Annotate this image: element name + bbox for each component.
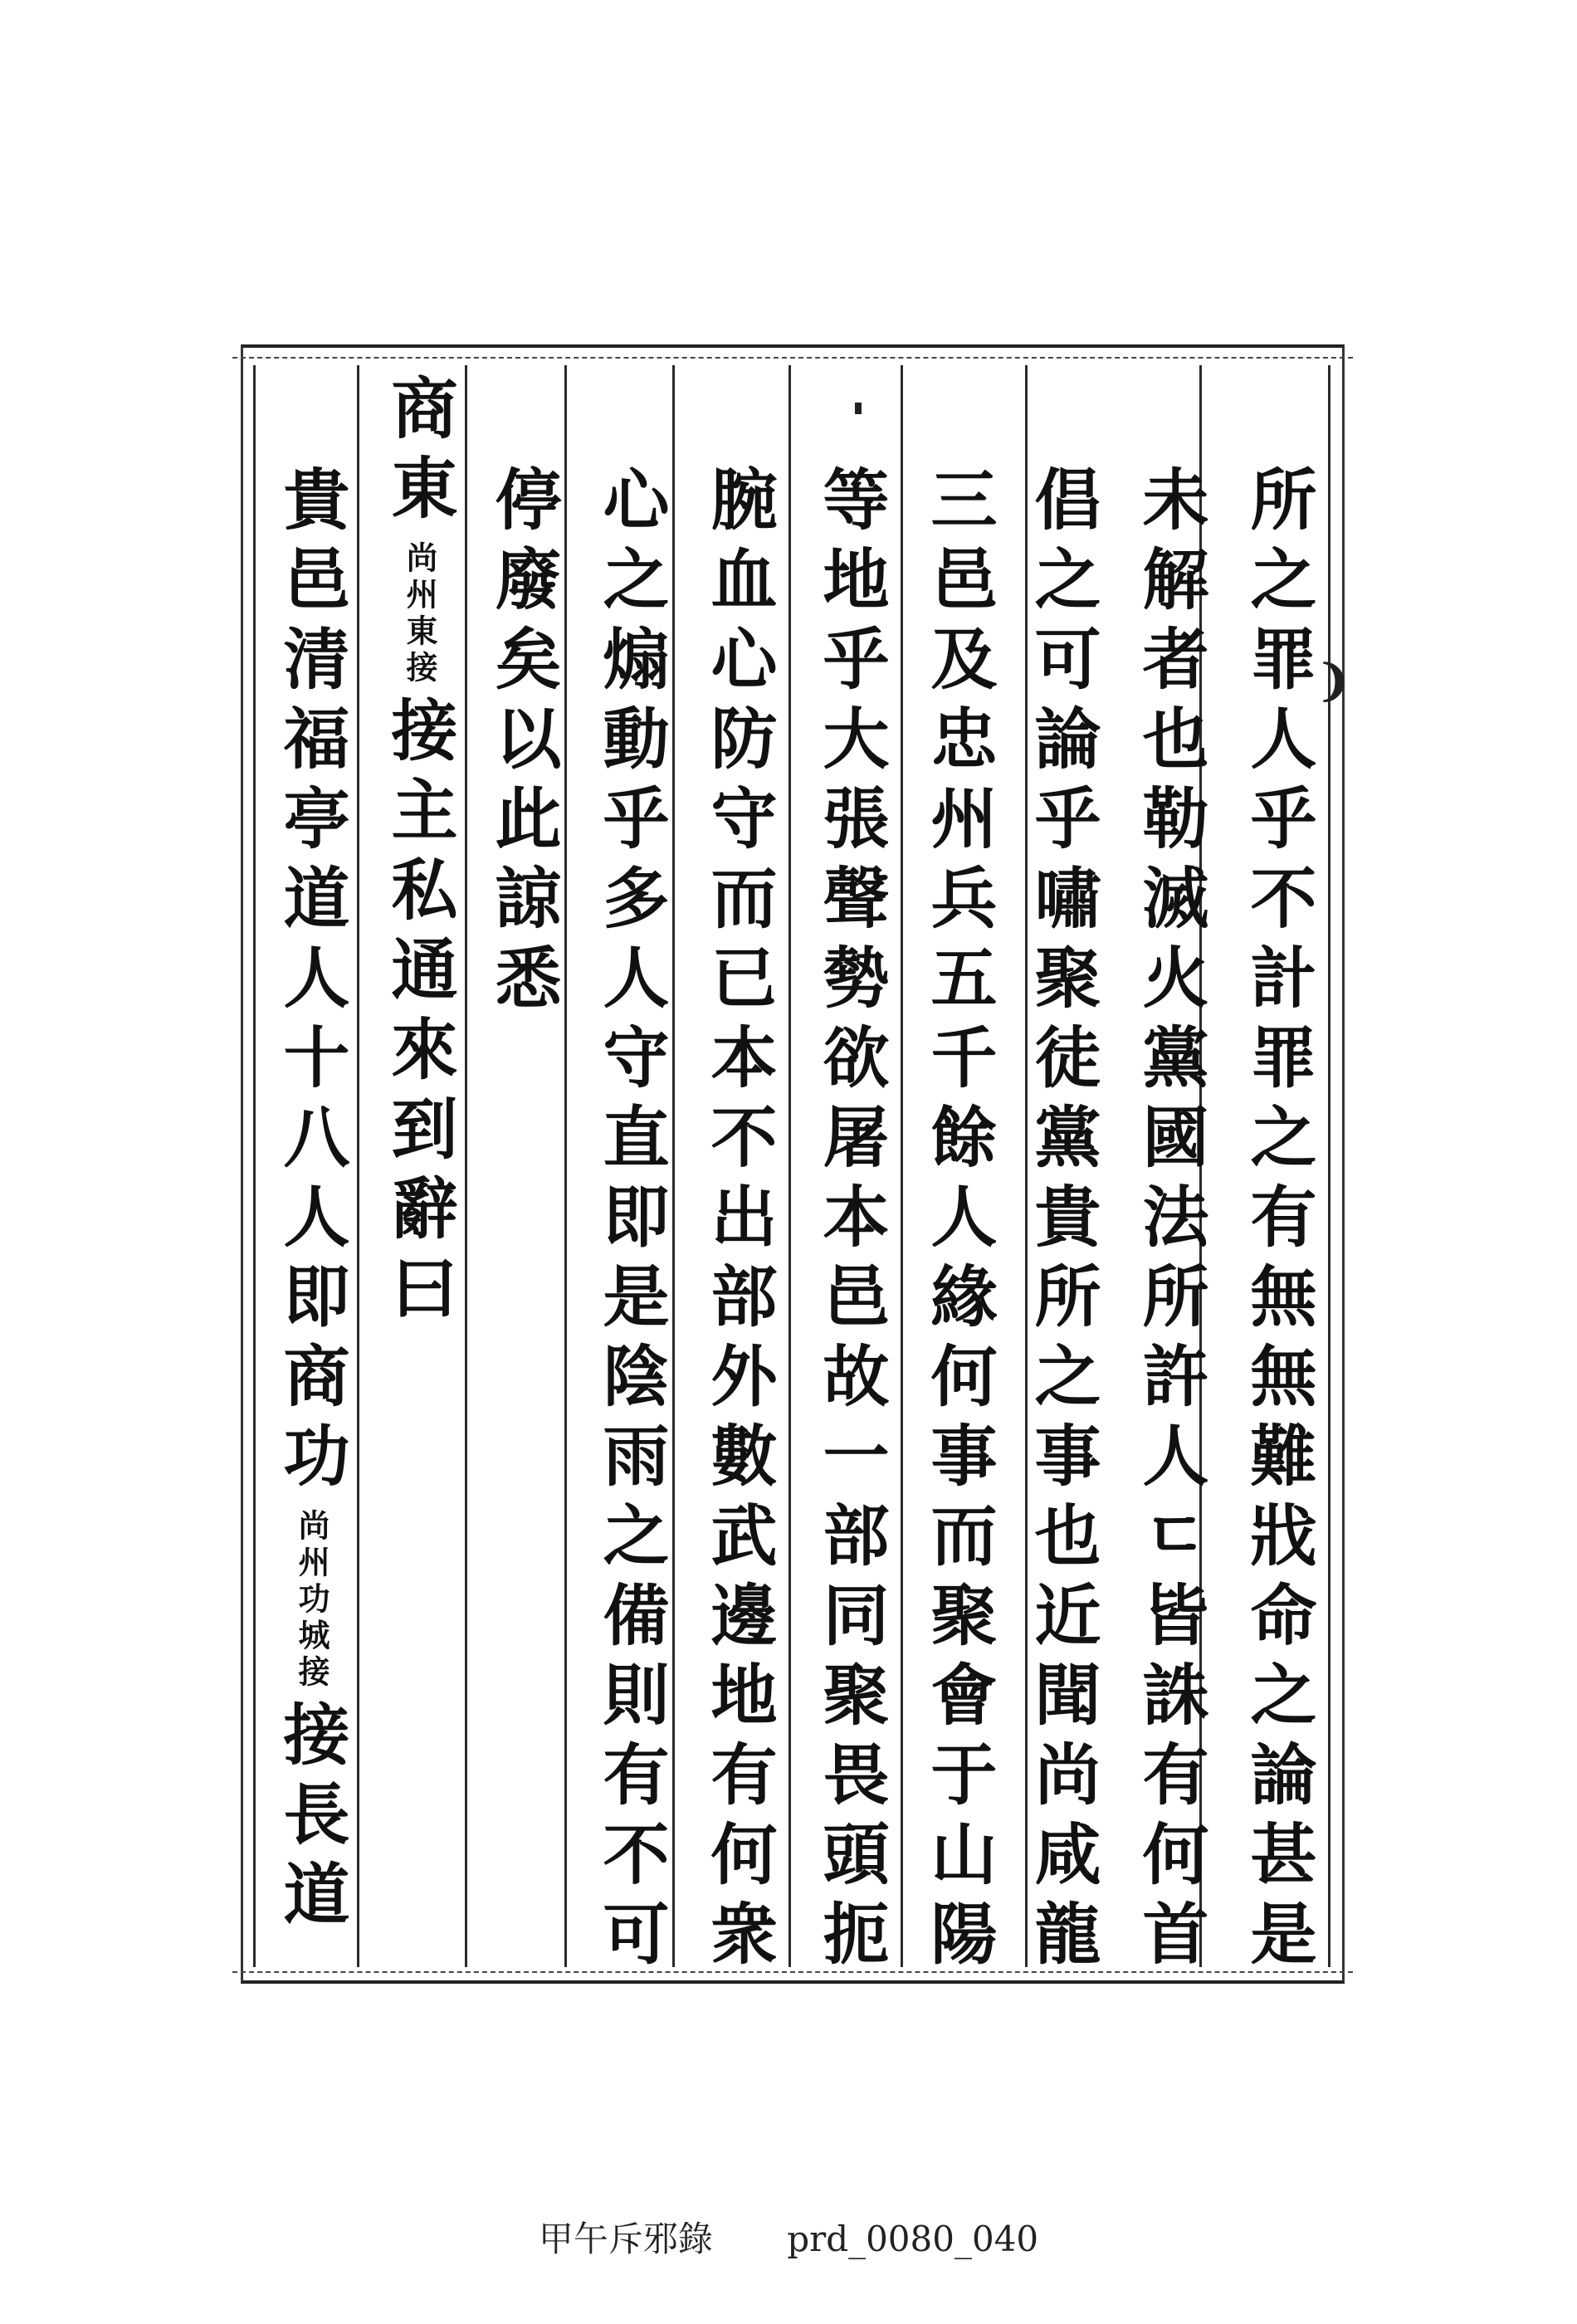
frame-top-rule [232, 357, 1353, 359]
column-10-main-2: 接長道 [272, 1700, 350, 1939]
column-10-note: 尚州功城接 [293, 1509, 330, 1692]
text-column-6: 腕血心防守而已本不出部外數武邊地有何衆 [700, 465, 778, 1979]
text-column-7: 心之煽動乎多人守直即是陰雨之備則有不可 [592, 465, 670, 1979]
column-rule [1328, 365, 1330, 1967]
text-column-2: 未解者也勒滅火黨國法所許人ㄷ皆誅有何首 [1131, 465, 1209, 1979]
text-column-4: 三邑及忠州兵五千餘人緣何事而聚會于山陽 [920, 465, 998, 1979]
text-column-5: 等地乎大張聲勢欲屠本邑故一部同聚畏頭扼 [812, 465, 890, 1979]
text-column-8: 停廢矣以此諒悉 [484, 465, 562, 1023]
ink-mark [855, 403, 862, 414]
edge-ink-mark: ❩ [1316, 656, 1352, 706]
text-column-3: 倡之可論乎嘯聚徒黨貴所之事也近聞尚咸龍 [1023, 465, 1101, 1979]
page-caption [0, 2212, 1577, 2262]
text-column-9 [369, 374, 469, 1892]
column-rule [901, 365, 903, 1967]
column-9-note: 尚州東接 [401, 541, 438, 687]
text-column-1: 所之罪人乎不計罪之有無無難戕命之論甚是 [1239, 465, 1317, 1979]
column-10-main-1: 貴邑清福亭道人十八人即商功 [272, 465, 350, 1501]
column-rule [253, 365, 256, 1967]
caption-id: prd_0080_040 [787, 2219, 1039, 2259]
column-9-main-2: 接主私通來到辭曰 [380, 696, 458, 1333]
caption-title: 甲午斥邪錄 [538, 2219, 713, 2259]
column-9-main-1: 商東 [380, 374, 458, 533]
column-rule [788, 365, 791, 1967]
text-column-10 [261, 465, 361, 1984]
